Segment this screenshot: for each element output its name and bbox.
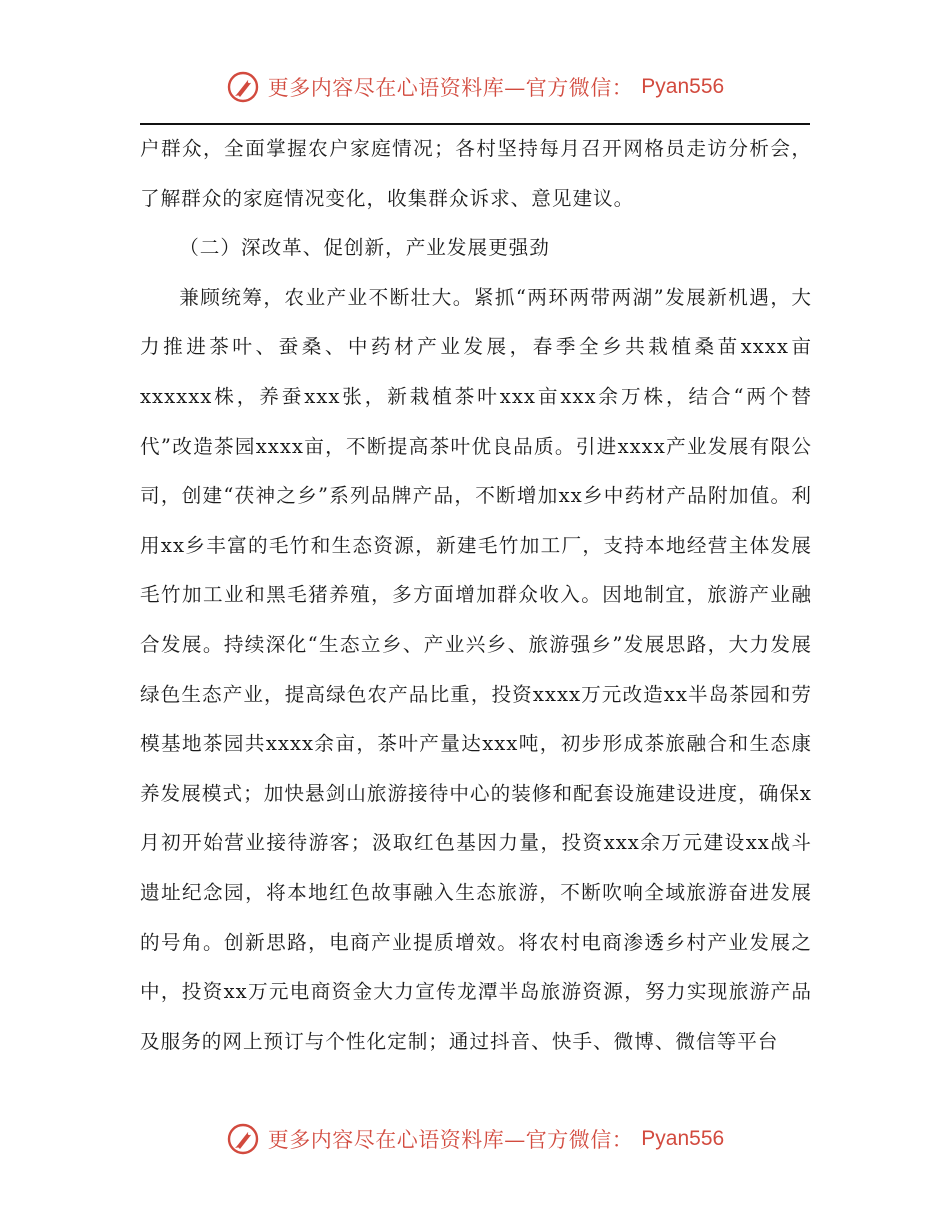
watermark-account: Pyan556 — [641, 75, 725, 98]
watermark-text: 更多内容尽在心语资料库—官方微信： — [267, 76, 634, 100]
footer-watermark — [0, 1122, 950, 1156]
paragraph-body: 兼顾统筹，农业产业不断壮大。紧抓“两环两带两湖”发展新机遇，大力推进茶叶、蚕桑、中药材产业发展，春季全乡共栽植桑苗xxxx亩xxxxxx株，养蚕xxx张，新栽植茶叶xxx亩xxx余万株，结合“两个替代”改造茶园xxxx亩，不断提高茶叶优良品质。引进xxxx产业发展有限公司，创建“茯神之乡”系列品牌产品，不断增加xx乡中药材产品附加值。利用xx乡丰富的毛竹和生态资源，新建毛竹加工厂，支持本地经营主体发展毛竹加工业和黑毛猪养殖，多方面增加群众收入。因地制宜，旅游产业融合发展。持续深化“生态立乡、产业兴乡、旅游强乡”发展思路，大力发展绿色生态产业，提高绿色农产品比重，投资xxxx万元改造xx半岛茶园和劳模基地茶园共xxxx余亩，茶叶产量达xxx吨，初步形成茶旅融合和生态康养发展模式；加快悬剑山旅游接待中心的装修和配套设施建设进度，确保x月初开始营业接待游客；汲取红色基因力量，投资xxx余万元建设xx战斗遗址纪念园，将本地红色故事融入生态旅游，不断吹响全域旅游奋进发展的号角。创新思路，电商产业提质增效。将农村电商渗透乡村产业发展之中，投资xx万元电商资金大力宣传龙潭半岛旅游资源，努力实现旅游产品及服务的网上预订与个性化定制；通过抖音、快手、微博、微信等平台 — [140, 285, 812, 1053]
pen-nib-circle-icon — [226, 70, 260, 104]
pen-nib-circle-icon — [226, 1122, 260, 1156]
watermark-account: Pyan556 — [641, 1127, 725, 1150]
section-heading: （二）深改革、促创新，产业发展更强劲 — [179, 236, 550, 260]
document-body — [140, 124, 812, 1066]
paragraph-continuation: 户群众，全面掌握农户家庭情况；各村坚持每月召开网格员走访分析会，了解群众的家庭情况变化，收集群众诉求、意见建议。 — [140, 137, 812, 210]
header-watermark — [0, 70, 950, 104]
watermark-text: 更多内容尽在心语资料库—官方微信： — [267, 1128, 634, 1152]
